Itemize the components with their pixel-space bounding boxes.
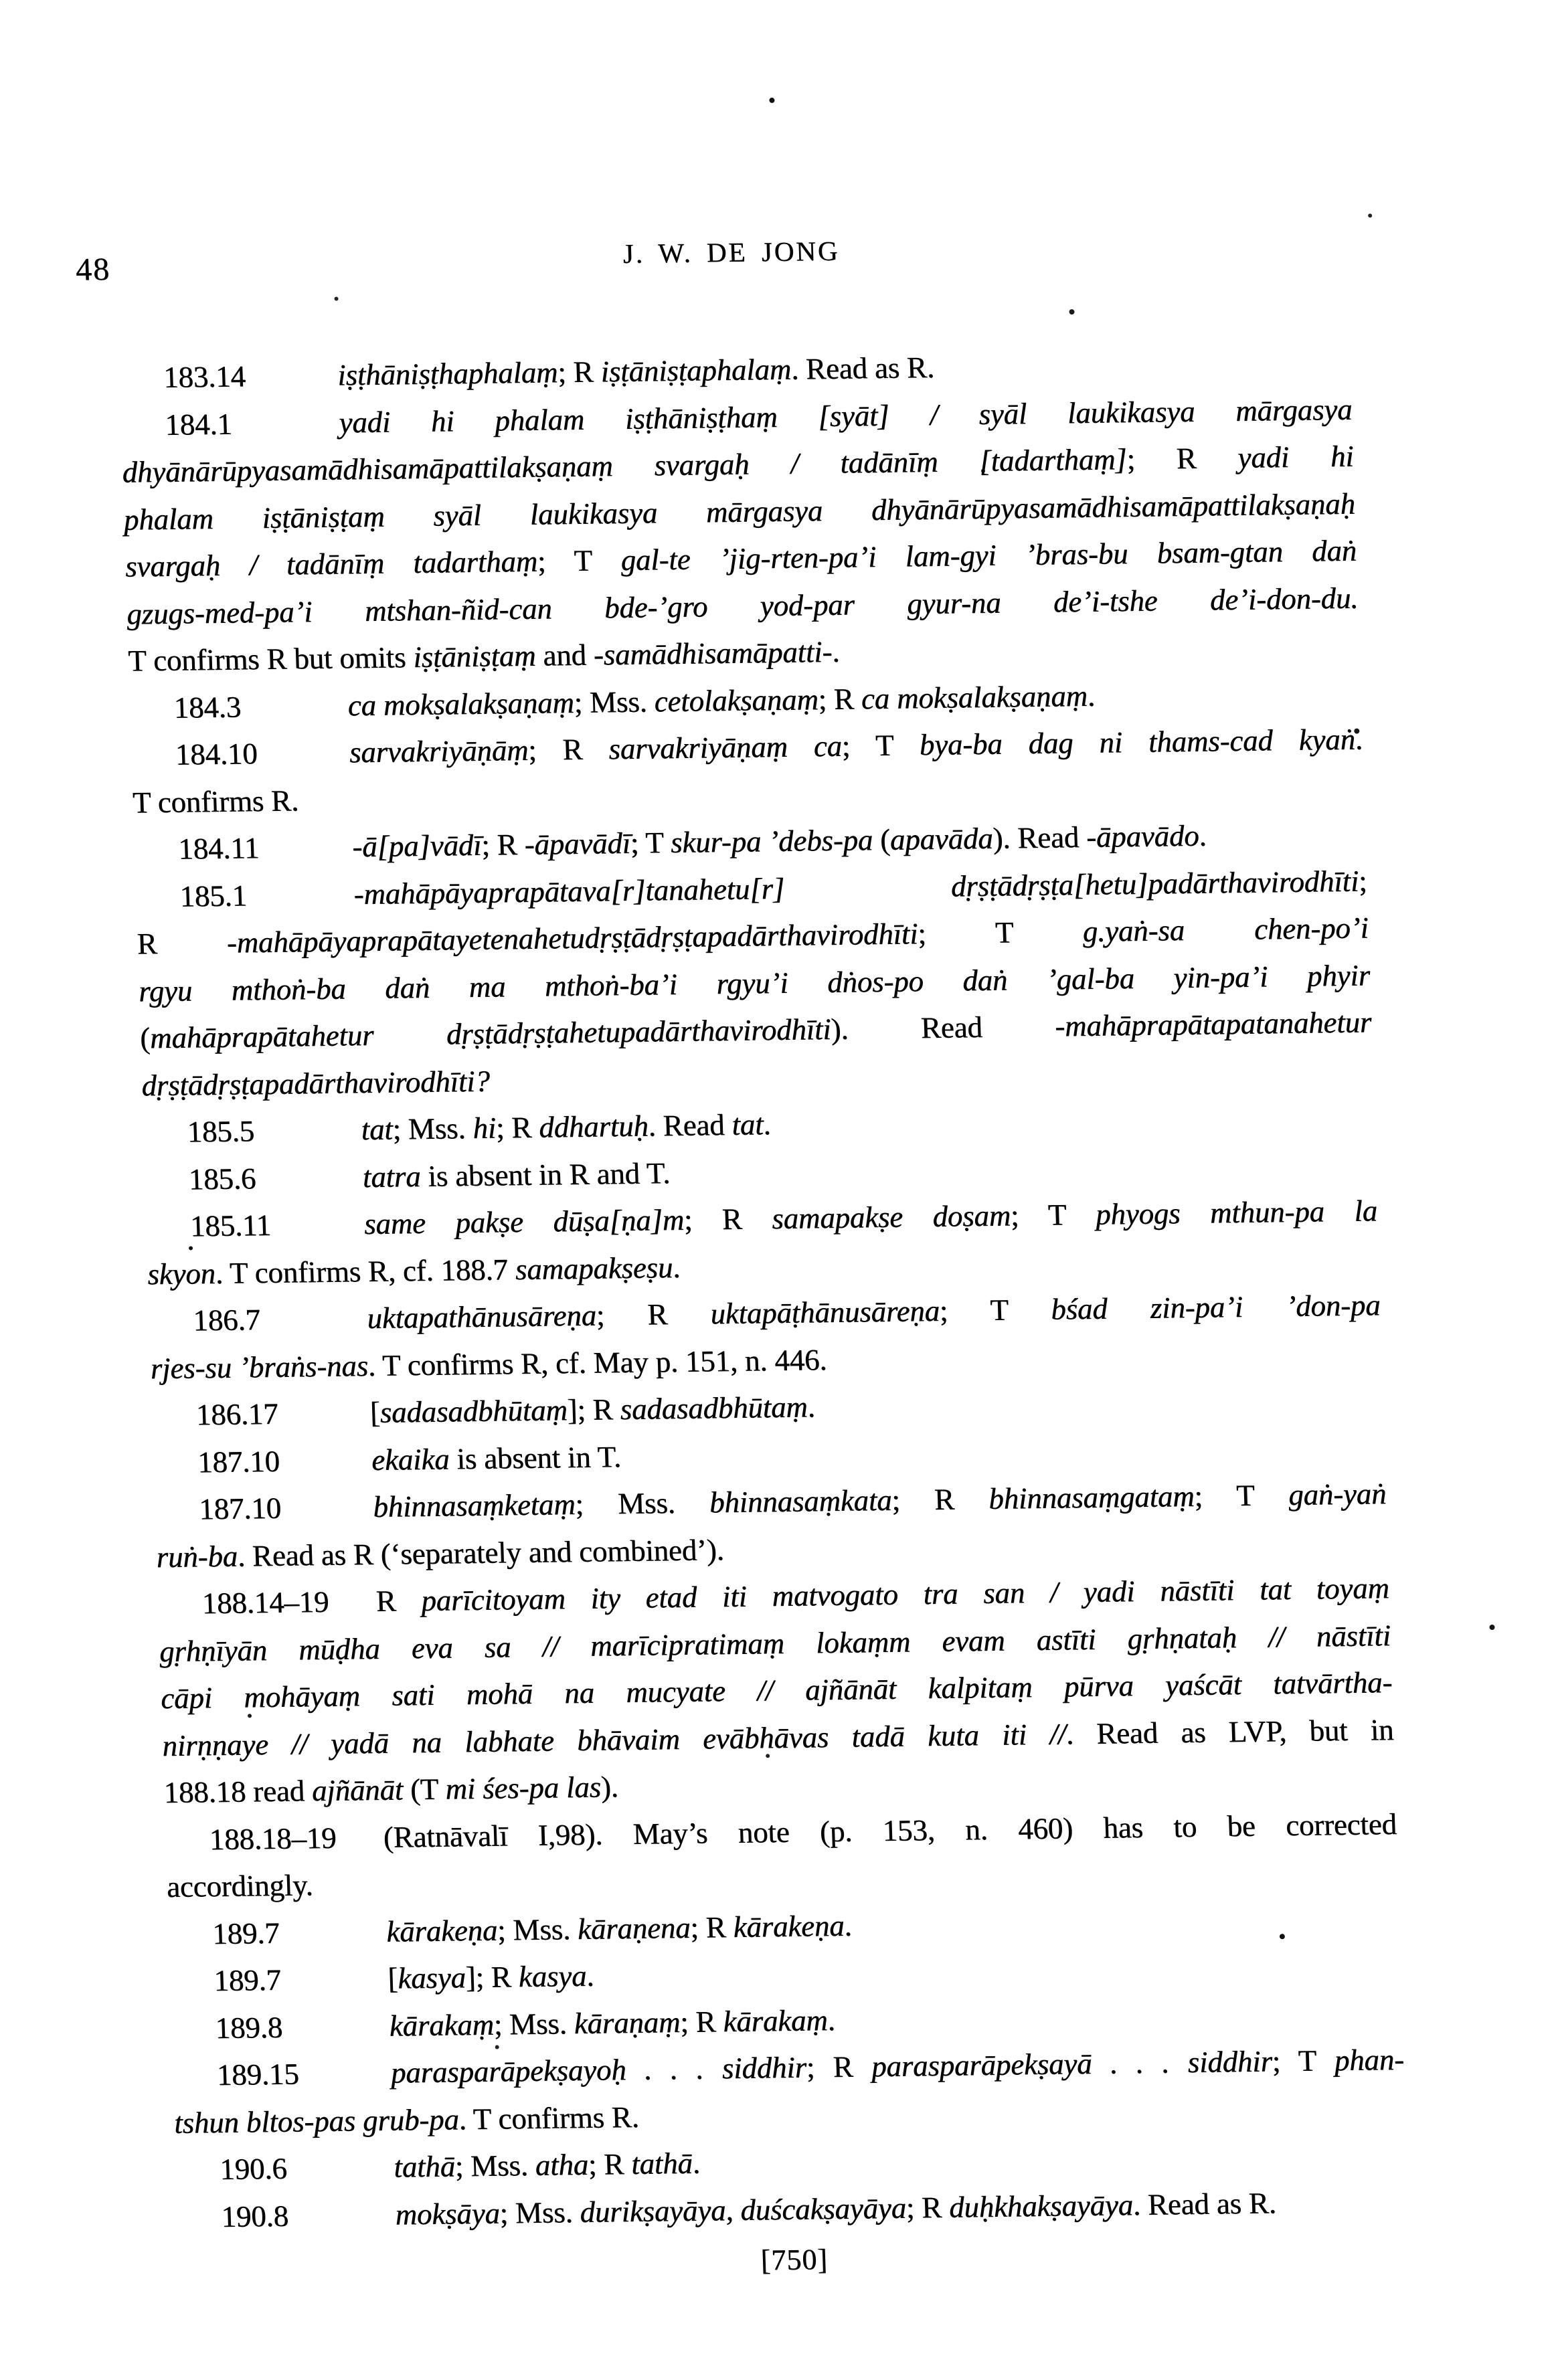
text-segment: ; R	[527, 732, 610, 767]
line-ref: 190.8	[220, 2199, 289, 2233]
text-segment: mokṣāya	[394, 2196, 501, 2231]
text-segment: apavāda	[889, 821, 994, 856]
text-segment: . Read as R (‘separately and combined’).	[237, 1532, 725, 1573]
text-segment: ; T	[537, 543, 622, 578]
text-segment: bhinnasaṃketaṃ	[372, 1487, 576, 1524]
text-segment: (Ratnāvalī I,98). May’s note (p. 153, n. 460) has to be corrected	[383, 1807, 1397, 1854]
text-segment: ;	[1358, 863, 1368, 898]
text-segment: ; R	[557, 355, 602, 389]
text-segment: (	[872, 822, 891, 857]
text-segment: dhyānārūpyasamādhisamāpattilakṣaṇaṃ svargaḥ / tadānīṃ [tadarthaṃ]	[121, 442, 1128, 489]
text-segment: tshun bltos-pas grub-pa	[173, 2102, 460, 2140]
text-segment: uktapathānusāreṇa	[366, 1298, 597, 1335]
text-segment: kāraṇaṃ	[573, 2005, 681, 2040]
text-segment: sarvakriyāṇaṃ ca	[608, 729, 843, 766]
text-segment: ; R	[683, 1202, 772, 1237]
text-segment: skyon	[147, 1256, 216, 1291]
line-ref: 189.7	[213, 1962, 282, 1998]
text-segment: ; T	[917, 914, 1084, 951]
text-segment: tathā	[630, 2146, 693, 2181]
text-segment: atha	[534, 2147, 589, 2182]
text-segment: parasparāpekṣayā . . . siddhir	[871, 2044, 1273, 2084]
text-segment: hi	[472, 1111, 497, 1145]
text-segment: samapakṣe doṣam	[771, 1198, 1011, 1236]
text-segment: sarvakriyāṇāṃ	[349, 733, 529, 769]
text-segment: and	[535, 638, 594, 672]
text-segment: .	[831, 634, 840, 668]
text-segment: gaṅ-yaṅ	[1288, 1477, 1387, 1512]
text-segment: .	[586, 1958, 595, 1993]
text-segment: ]; R	[464, 1960, 519, 1995]
text-segment: ; Mss.	[573, 684, 655, 719]
text-segment: ; R	[495, 1110, 539, 1145]
text-segment: 188.18 read	[163, 1774, 313, 1810]
text-segment: is absent in T.	[448, 1439, 622, 1475]
text-segment: yadi hi	[1237, 439, 1355, 474]
line-ref: 185.1	[179, 878, 248, 913]
line-ref: 189.15	[216, 2057, 300, 2092]
text-segment: same pakṣe dūṣa[ṇa]m	[363, 1202, 685, 1241]
text-segment: .	[1086, 678, 1096, 713]
text-segment: rgyu mthoṅ-ba daṅ ma mthoṅ-ba’i rgyu’i dṅos-po daṅ ’gal-ba yin-pa’i phyir	[138, 957, 1371, 1008]
text-segment: ). Read	[830, 1009, 1055, 1046]
line-ref: 190.6	[219, 2151, 288, 2186]
text-segment: bśad zin-pa’i ’don-pa	[1050, 1288, 1381, 1326]
text-segment: parasparāpekṣayoḥ . . . siddhir	[390, 2050, 807, 2090]
text-segment: . Read	[647, 1107, 733, 1143]
text-segment: ajñānāt	[311, 1772, 404, 1808]
line-ref: 188.18–19	[209, 1821, 337, 1856]
text-segment: -ā[pa]vādī	[351, 828, 483, 864]
text-segment: dṛṣṭādṛṣṭapadārthavirodhīti?	[141, 1064, 491, 1102]
text-segment: ca mokṣalakṣaṇaṃ	[347, 685, 575, 722]
line-ref: 184.3	[173, 689, 242, 725]
text-segment: ca mokṣalakṣaṇaṃ	[860, 678, 1088, 715]
text-segment: ; Mss.	[499, 2195, 581, 2230]
text-segment: cāpi mohāyaṃ sati mohā na mucyate // ajñānāt kalpitaṃ pūrva yaścāt tatvārtha-	[160, 1665, 1393, 1716]
text-segment: . T confirms R, cf. 188.7	[214, 1252, 516, 1290]
text-segment: durikṣayāya, duścakṣayāya	[579, 2191, 907, 2229]
text-segment: rjes-su ’braṅs-nas	[149, 1348, 369, 1385]
text-segment: [	[387, 1961, 399, 1995]
text-segment: .	[827, 2003, 836, 2037]
text-segment: yadi hi phalam iṣṭhāniṣṭhaṃ [syāt] / syāl laukikasya mārgasya	[338, 392, 1353, 439]
text-segment: phalam iṣṭāniṣṭaṃ syāl laukikasya mārgasya dhyānārūpyasamādhisamāpattilakṣaṇaḥ	[123, 486, 1356, 537]
text-segment: gal-te ’jig-rten-pa’i lam-gyi ’bras-bu bsam-gtan daṅ	[620, 533, 1357, 577]
text-segment: svargaḥ / tadānīṃ tadarthaṃ	[124, 544, 538, 583]
line-ref: 186.7	[192, 1303, 261, 1338]
text-segment: ).	[600, 1770, 619, 1804]
text-segment: ; T	[1271, 2043, 1335, 2078]
text-segment: -āpavādo	[1086, 818, 1200, 854]
text-segment: . Read as R.	[790, 350, 935, 386]
text-segment: is absent in R and T.	[420, 1156, 671, 1193]
text-segment: ; T	[1193, 1478, 1289, 1513]
line-ref: 187.10	[197, 1444, 280, 1479]
text-segment: sadasadbhūtaṃ	[379, 1393, 568, 1429]
text-segment: ; R	[679, 2004, 724, 2039]
line-ref: 184.11	[177, 831, 260, 866]
text-segment: . T confirms R.	[458, 2100, 640, 2136]
text-segment: . Read as LVP, but in	[1065, 1712, 1395, 1750]
text-segment: kasya	[397, 1960, 466, 1995]
text-segment: kārakeṇa	[732, 1908, 845, 1944]
text-segment: duḥkhakṣayāya	[948, 2187, 1134, 2224]
folio-number: [750]	[760, 2243, 829, 2277]
text-segment: .	[1354, 722, 1363, 756]
text-segment: ; R	[689, 1910, 734, 1944]
line-ref: 185.6	[188, 1161, 256, 1196]
text-segment: ; T	[841, 728, 920, 763]
text-segment: -mahāpāyaprapātayetenahetudṛṣṭādṛṣṭapadārthavirodhīti	[226, 917, 919, 959]
text-block	[118, 339, 1409, 2241]
line-ref: 184.1	[164, 407, 233, 442]
text-segment: -mahāprapātapatanahetur	[1054, 1005, 1372, 1043]
text-segment: ; R	[891, 1481, 989, 1517]
text-segment: gzugs-med-pa’i mtshan-ñid-can bde-’gro yod-par gyur-na de’i-tshe de’i-don-du.	[126, 581, 1359, 631]
text-segment: -samādhisamāpatti-	[592, 634, 833, 672]
text-segment: R	[136, 925, 228, 961]
text-segment: ; T	[630, 826, 671, 860]
text-segment: ; Mss.	[497, 1912, 578, 1947]
text-segment: ; R	[817, 681, 862, 716]
text-segment: gṛhṇīyān mūḍha eva sa // marīcipratimaṃ lokaṃm evam astīti gṛhṇataḥ // nāstīti	[159, 1618, 1391, 1668]
text-segment: [	[369, 1395, 381, 1429]
text-segment: kāraṇena	[577, 1910, 691, 1946]
text-segment: ; T	[1010, 1197, 1096, 1232]
text-segment: ekaika	[371, 1441, 450, 1477]
running-title: J. W. DE JONG	[622, 235, 841, 269]
line-ref: 184.10	[175, 737, 258, 771]
text-segment: bhinnasaṃgataṃ	[988, 1479, 1195, 1516]
text-segment: tat	[360, 1112, 394, 1147]
text-segment: ; R	[905, 2190, 950, 2225]
text-segment: bhinnasaṃkata	[709, 1483, 893, 1520]
text-segment: -āpavādī	[523, 826, 631, 861]
text-segment: g.yaṅ-sa chen-po’i	[1082, 911, 1369, 948]
text-segment: kārakaṃ	[388, 2007, 495, 2043]
text-segment: mi śes-pa las	[444, 1770, 602, 1806]
text-segment: ; R	[806, 2049, 872, 2084]
text-segment: . T confirms R, cf. May p. 151, n. 446.	[367, 1342, 828, 1382]
line-ref: 187.10	[198, 1491, 282, 1526]
text-segment: ; R	[481, 827, 525, 862]
text-segment: ; Mss.	[392, 1111, 474, 1146]
text-segment: ; Mss.	[574, 1485, 710, 1521]
text-segment: .	[806, 1390, 816, 1424]
text-segment: mahāprapātahetur dṛṣṭādṛṣṭahetupadārthavirodhīti	[149, 1012, 832, 1055]
text-segment: phan-	[1333, 2042, 1405, 2078]
text-segment: uktapāṭhānusāreṇa	[709, 1293, 940, 1331]
line-ref: 189.7	[211, 1916, 280, 1950]
text-segment: samapakṣeṣu	[514, 1250, 673, 1286]
line-ref: 183.14	[163, 359, 246, 394]
text-segment: tat	[731, 1107, 764, 1141]
text-segment: iṣṭāniṣṭaṃ	[412, 638, 537, 674]
text-segment: kārakaṃ	[722, 2003, 829, 2038]
text-segment: skur-pa ’debs-pa	[670, 823, 873, 860]
text-segment: tatra	[361, 1159, 422, 1194]
text-segment: bya-ba dag ni thams-cad kyaṅ	[918, 722, 1356, 762]
text-segment: .	[762, 1107, 772, 1141]
text-segment: . Read as R.	[1132, 2185, 1277, 2221]
text-segment: (T	[402, 1772, 446, 1807]
text-segment: .	[1198, 818, 1207, 852]
line-ref: 185.11	[189, 1208, 272, 1243]
text-segment: ; R	[596, 1297, 711, 1332]
text-segment: ; Mss.	[454, 2148, 536, 2183]
text-segment: accordingly.	[166, 1868, 314, 1904]
text-segment: nirṇṇaye // yadā na labhate bhāvaim evābhāvas tadā kuta iti //	[161, 1716, 1067, 1762]
running-header	[75, 228, 1348, 291]
text-segment: T confirms R but omits	[127, 640, 414, 678]
line-ref: 188.14–19	[201, 1584, 329, 1621]
text-segment: iṣṭāniṣṭaphalaṃ	[600, 352, 792, 389]
text-segment: cetolakṣaṇaṃ	[653, 682, 819, 718]
text-segment: ]; R	[566, 1392, 621, 1427]
text-segment: .	[672, 1250, 681, 1284]
text-segment: ; T	[938, 1292, 1051, 1328]
text-segment: ddhartuḥ	[538, 1109, 649, 1144]
text-segment: phyogs mthun-pa la	[1095, 1194, 1378, 1231]
text-segment: -mahāpāyaprapātava[r]tanahetu[r] dṛṣṭādṛṣṭa[hetu]padārthavirodhīti	[353, 864, 1359, 911]
text-segment: (	[139, 1021, 151, 1055]
text-segment: .	[691, 2146, 701, 2180]
text-segment: kārakeṇa	[385, 1913, 498, 1948]
line-ref: 189.8	[214, 2010, 283, 2045]
text-segment: T confirms R.	[132, 783, 299, 820]
line-ref: 186.17	[195, 1396, 279, 1432]
text-segment: R	[375, 1583, 422, 1618]
page-number: 48	[75, 251, 111, 288]
text-segment: ). Read	[992, 820, 1087, 855]
text-segment: ; R	[588, 2146, 632, 2181]
text-segment: parīcitoyam ity etad iti matvogato tra san / yadi nāstīti tat toyaṃ	[420, 1571, 1390, 1617]
text-segment: tathā	[393, 2149, 456, 2184]
text-segment: kasya	[517, 1958, 587, 1994]
line-ref: 185.5	[186, 1114, 255, 1149]
text-segment: .	[843, 1908, 853, 1942]
text-segment: iṣṭhāniṣṭhaphalaṃ	[337, 355, 559, 392]
text-segment: ruṅ-ba	[155, 1539, 238, 1574]
text-segment: ; R	[1126, 440, 1239, 476]
text-segment: sadasadbhūtaṃ	[619, 1390, 808, 1427]
text-segment: ; Mss.	[493, 2006, 575, 2041]
